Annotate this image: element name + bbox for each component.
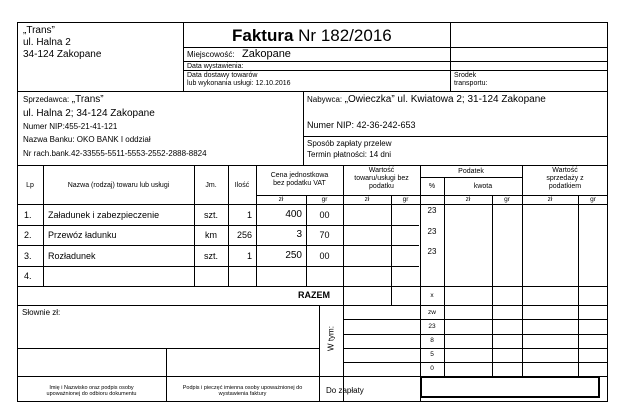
place-label: Miejscowość:: [187, 50, 235, 59]
divider: [303, 136, 608, 137]
row-2-name: Przewóz ładunku: [48, 230, 117, 240]
divider: [391, 195, 392, 305]
delivery-date-label-2-text: lub wykonania usługi:: [187, 80, 254, 87]
summary-pct-5: 5: [430, 351, 434, 358]
seller-address: ul. Halna 2; 34-124 Zakopane: [23, 108, 155, 119]
row-1-lp: 1.: [24, 210, 32, 220]
row-2-qty: 256: [236, 230, 252, 240]
seller-nip: Numer NIP:455-21-41-121: [23, 122, 118, 131]
invoice-title: [232, 27, 392, 44]
header-tax: Podatek: [458, 168, 484, 175]
issue-date-label: Data wystawienia:: [187, 63, 244, 70]
header-net-3: podatku: [369, 183, 394, 190]
seller-header-line2: ul. Halna 2: [23, 37, 71, 48]
row-2-price-zl: 3: [296, 229, 302, 240]
row-3-price-zl: 250: [285, 250, 302, 261]
buyer-value: „Owieczka” ul. Kwiatowa 2; 31-124 Zakopane: [344, 94, 546, 105]
row-1-name: Załadunek i zabezpieczenie: [48, 210, 160, 220]
divider: [450, 22, 451, 91]
transport-label-1: Środek: [454, 72, 477, 79]
divider: [17, 305, 608, 306]
slownie-label: Słownie zł:: [22, 308, 61, 317]
divider: [17, 266, 419, 267]
row-1-unit: szt.: [203, 210, 218, 220]
buyer-info: [307, 95, 546, 105]
header-price-2: bez podatku VAT: [273, 180, 326, 187]
delivery-date-label-2: [187, 80, 291, 87]
divider: [343, 362, 608, 363]
divider: [17, 165, 608, 166]
divider: [17, 245, 419, 246]
header-tax-zl: zł: [465, 196, 471, 203]
divider: [17, 286, 608, 287]
divider: [578, 195, 579, 376]
header-tax-pct: %: [428, 183, 436, 190]
divider: [17, 91, 608, 92]
header-price-1: Cena jednostkowa: [270, 172, 329, 179]
seller-account: Nr rach.bank.42-33555-5511-5553-2552-2888-8824: [23, 149, 207, 158]
seller-name: „Trans”: [71, 94, 104, 105]
divider: [17, 225, 419, 226]
seller-label: Sprzedawca:: [23, 95, 70, 104]
delivery-date-label-1: Data dostawy towarów: [187, 72, 258, 79]
sign-left-2: upoważnionej do odbioru dokumentu: [46, 391, 137, 397]
invoice-title-bold: Faktura: [232, 26, 294, 45]
row-2-unit: km: [205, 230, 217, 240]
divider: [343, 348, 608, 349]
row-3-name: Rozładunek: [48, 251, 96, 261]
row-4-lp: 4.: [24, 271, 32, 281]
divider: [17, 204, 608, 205]
row-3-unit: szt.: [203, 251, 218, 261]
row-3-price-gr: 00: [319, 251, 330, 261]
divider: [319, 305, 320, 402]
header-gross-zl: zł: [547, 196, 553, 203]
row-1-price-gr: 00: [319, 210, 330, 220]
delivery-date-value: 12.10.2016: [255, 80, 291, 87]
header-net-zl: zł: [364, 196, 370, 203]
header-net-2: towaru/usługi bez: [354, 175, 409, 182]
divider: [303, 91, 304, 165]
invoice-number: Nr 182/2016: [298, 26, 392, 45]
do-zaplaty-label: Do zapłaty: [326, 386, 364, 395]
divider: [343, 334, 608, 335]
seller-header-line3: 34-124 Zakopane: [23, 49, 102, 60]
row-2-lp: 2.: [24, 230, 32, 240]
payment-deadline: Termin płatności: 14 dni: [307, 150, 392, 159]
summary-pct-0: 0: [430, 365, 434, 372]
razem-label: RAZEM: [298, 290, 330, 300]
header-price-zl: zł: [278, 196, 284, 203]
row-2-price-gr: 70: [319, 230, 330, 240]
row-1-qty: 1: [246, 210, 252, 220]
header-qty: Ilość: [234, 182, 250, 189]
row-3-qty: 1: [246, 251, 252, 261]
divider: [256, 195, 608, 196]
transport-label-2: transportu:: [454, 80, 488, 87]
buyer-nip: Numer NIP: 42-36-242-653: [307, 120, 416, 130]
divider: [444, 177, 445, 376]
seller-bank: Nazwa Banku: OKO BANK I oddział: [23, 135, 151, 144]
sign-right-2: wystawienia faktury: [218, 391, 267, 397]
row-2-tax-pct: 23: [427, 227, 437, 236]
buyer-label: Nabywca:: [307, 95, 343, 104]
divider: [492, 195, 493, 376]
divider: [420, 177, 522, 178]
total-amount-box[interactable]: [420, 376, 600, 398]
header-tax-amount: kwota: [473, 183, 493, 190]
row-1-price-zl: 400: [285, 209, 302, 220]
row-3-tax-pct: 23: [427, 247, 437, 256]
divider: [343, 319, 608, 320]
payment-method: Sposób zapłaty przelew: [307, 139, 392, 148]
header-tax-gr: gr: [504, 196, 510, 203]
row-1-tax-pct: 23: [427, 206, 437, 215]
header-gross-gr: gr: [590, 196, 596, 203]
divider: [183, 70, 608, 71]
sign-left-1: Imię i Nazwisko oraz podpis osoby: [49, 385, 134, 391]
summary-pct-x: x: [430, 292, 434, 299]
row-3-lp: 3.: [24, 251, 32, 261]
header-lp: Lp: [26, 182, 34, 189]
w-tym-label: W tym:: [326, 326, 336, 351]
divider: [17, 348, 319, 349]
summary-pct-zw: zw: [428, 309, 436, 316]
divider: [183, 22, 184, 91]
divider: [183, 61, 608, 62]
header-gross-2: sprzedaży z: [546, 175, 584, 182]
header-price-gr: gr: [321, 196, 328, 203]
header-net-1: Wartość: [368, 167, 395, 174]
summary-pct-8: 8: [430, 337, 434, 344]
seller-header-line1: „Trans”: [23, 25, 55, 36]
header-gross-1: Wartość: [552, 167, 578, 174]
seller-info: [23, 95, 104, 105]
header-net-gr: gr: [402, 196, 409, 203]
place-value: Zakopane: [242, 48, 291, 60]
sign-right-1: Podpis i pieczęć imienna osoby upoważnionej do: [182, 385, 303, 391]
summary-pct-23: 23: [428, 323, 436, 330]
header-gross-3: podatkiem: [548, 183, 582, 190]
divider: [306, 195, 307, 286]
header-unit: Jm.: [205, 182, 217, 189]
header-name: Nazwa (rodzaj) towaru lub usługi: [67, 182, 170, 189]
